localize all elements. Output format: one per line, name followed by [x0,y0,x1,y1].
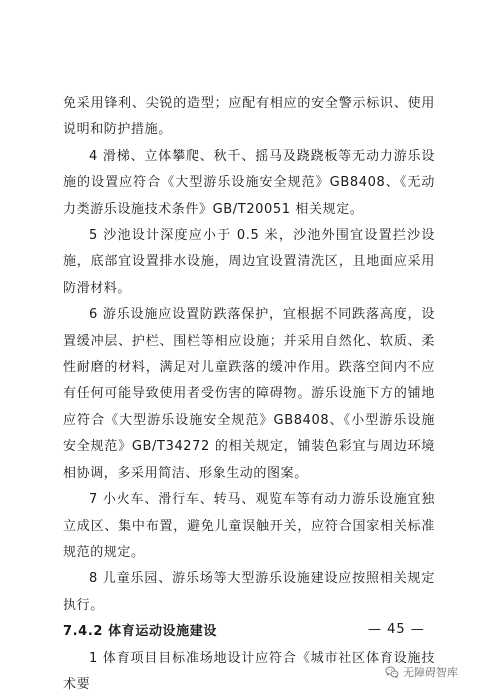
section-heading: 7.4.2 体育运动设施建设 [63,624,217,640]
paragraph-item-4: 4 滑梯、立体攀爬、秋千、摇马及跷跷板等无动力游乐设施的设置应符合《大型游乐设施安全规范》GB8408、《无动力类游乐设施技术条件》GB/T20051 相关规定。 [63,148,435,217]
paragraph-continuation: 免采用锋利、尖锐的造型；应配有相应的安全警示标识、使用说明和防护措施。 [63,96,435,138]
paragraph-item-7: 7 小火车、滑行车、转马、观览车等有动力游乐设施宜独立成区、集中布置，避免儿童误触开关，应符合国家相关标准规范的规定。 [63,492,435,560]
watermark [385,664,458,680]
body-text [63,91,435,698]
watermark-text: 无障碍智库 [403,666,458,679]
paragraph-item-5: 5 沙池设计深度应小于 0.5 米，沙池外围宜设置拦沙设施，底部宜设置排水设施，周边宜设置清洗区，且地面应采用防滑材料。 [63,228,435,296]
wechat-icon [385,665,399,679]
paragraph-item-8: 8 儿童乐园、游乐场等大型游乐设施建设应按照相关规定执行。 [63,571,435,613]
page-number: — 45 — [368,622,425,637]
paragraph-item-1: 1 体育项目目标准场地设计应符合《城市社区体育设施技术要 [63,650,435,692]
paragraph-item-6: 6 游乐设施应设置防跌落保护，宜根据不同跌落高度，设置缓冲层、护栏、围栏等相应设施；并采用自然化、软质、柔性耐磨的材料，满足对儿童跌落的缓冲作用。跌落空间内不应有任何可能导致使用者受伤害的障碍物。游乐设施下方的铺地应符合《大型游乐设施安全规范》GB8408、《小型游乐设施安全规范》GB/T34272 的相关规定，铺装色彩宜与周边环境相协调，多采用简洁、形象生动的图案。 [63,307,435,481]
